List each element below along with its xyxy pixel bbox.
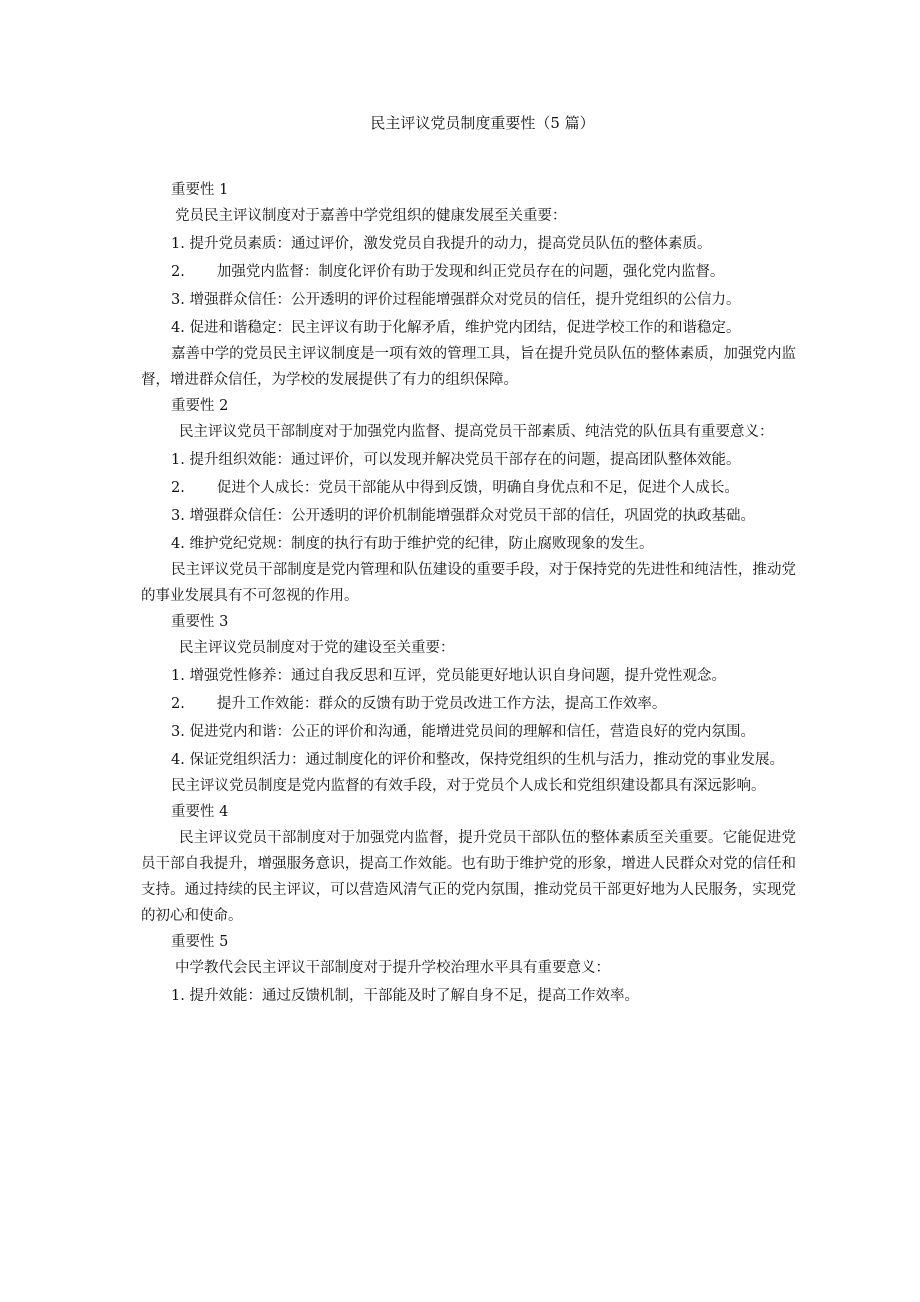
section-heading: 重要性 2 — [171, 398, 229, 414]
section-body: 民主评议党员干部制度对于加强党内监督，提升党员干部队伍的整体素质至关重要。它能促进党员干部自我提升，增强服务意识，提高工作效能。也有助于维护党的形象，增进人民群众对党的信任和支持。通过持续的民主评议，可以营造风清气正的党内氛围，推动党员干部更好地为人民服务，实现党的初心和使命。 — [141, 830, 796, 924]
list-item — [141, 691, 796, 717]
list-item: 3. 增强群众信任：公开透明的评价机制能增强群众对党员干部的信任，巩固党的执政基础。 — [171, 508, 755, 524]
list-item — [141, 475, 796, 501]
section-conclusion: 民主评议党员干部制度是党内管理和队伍建设的重要手段，对于保持党的先进性和纯洁性，推动党的事业发展具有不可忽视的作用。 — [141, 562, 796, 604]
section-3 — [141, 609, 796, 799]
document-page — [141, 113, 796, 1009]
list-item-number: 2. — [171, 480, 185, 496]
list-item: 4. 保证党组织活力：通过制度化的评价和整改，保持党组织的生机与活力，推动党的事业发展。 — [171, 752, 784, 768]
section-heading: 重要性 5 — [171, 934, 229, 950]
section-4 — [141, 799, 796, 929]
section-heading: 重要性 4 — [171, 804, 229, 820]
document-title: 民主评议党员制度重要性（5 篇） — [370, 114, 595, 132]
section-heading: 重要性 1 — [171, 182, 229, 198]
list-item-text: 加强党内监督：制度化评价有助于发现和纠正党员存在的问题，强化党内监督。 — [216, 264, 725, 280]
list-item: 3. 促进党内和谐：公正的评价和沟通，能增进党员间的理解和信任，营造良好的党内氛围。 — [171, 724, 755, 740]
list-item-number: 2. — [171, 264, 185, 280]
section-intro: 党员民主评议制度对于嘉善中学党组织的健康发展至关重要： — [175, 208, 567, 224]
section-5 — [141, 929, 796, 1009]
list-item: 1. 提升党员素质：通过评价，激发党员自我提升的动力，提高党员队伍的整体素质。 — [171, 236, 712, 252]
list-item: 1. 增强党性修养：通过自我反思和互评，党员能更好地认识自身问题，提升党性观念。 — [171, 668, 726, 684]
list-item-text: 提升工作效能：群众的反馈有助于党员改进工作方法，提高工作效率。 — [216, 696, 667, 712]
list-item — [141, 259, 796, 285]
section-intro: 民主评议党员制度对于党的建设至关重要： — [179, 640, 455, 656]
list-item-number: 2. — [171, 696, 185, 712]
section-conclusion: 嘉善中学的党员民主评议制度是一项有效的管理工具，旨在提升党员队伍的整体素质，加强党内监督，增进群众信任，为学校的发展提供了有力的组织保障。 — [141, 346, 796, 388]
section-1 — [141, 177, 796, 393]
list-item-text: 促进个人成长：党员干部能从中得到反馈，明确自身优点和不足，促进个人成长。 — [216, 480, 739, 496]
section-intro: 民主评议党员干部制度对于加强党内监督、提高党员干部素质、纯洁党的队伍具有重要意义： — [179, 424, 774, 440]
list-item: 1. 提升效能：通过反馈机制，干部能及时了解自身不足，提高工作效率。 — [171, 988, 639, 1004]
list-item: 4. 维护党纪党规：制度的执行有助于维护党的纪律，防止腐败现象的发生。 — [171, 536, 654, 552]
section-heading: 重要性 3 — [171, 614, 229, 630]
section-2 — [141, 393, 796, 609]
list-item: 3. 增强群众信任：公开透明的评价过程能增强群众对党员的信任，提升党组织的公信力。 — [171, 292, 741, 308]
list-item: 1. 提升组织效能：通过评价，可以发现并解决党员干部存在的问题，提高团队整体效能。 — [171, 452, 741, 468]
list-item: 4. 促进和谐稳定：民主评议有助于化解矛盾，维护党内团结，促进学校工作的和谐稳定。 — [171, 320, 741, 336]
section-conclusion: 民主评议党员制度是党内监督的有效手段，对于党员个人成长和党组织建设都具有深远影响。 — [171, 778, 766, 794]
section-intro: 中学教代会民主评议干部制度对于提升学校治理水平具有重要意义： — [175, 960, 610, 976]
